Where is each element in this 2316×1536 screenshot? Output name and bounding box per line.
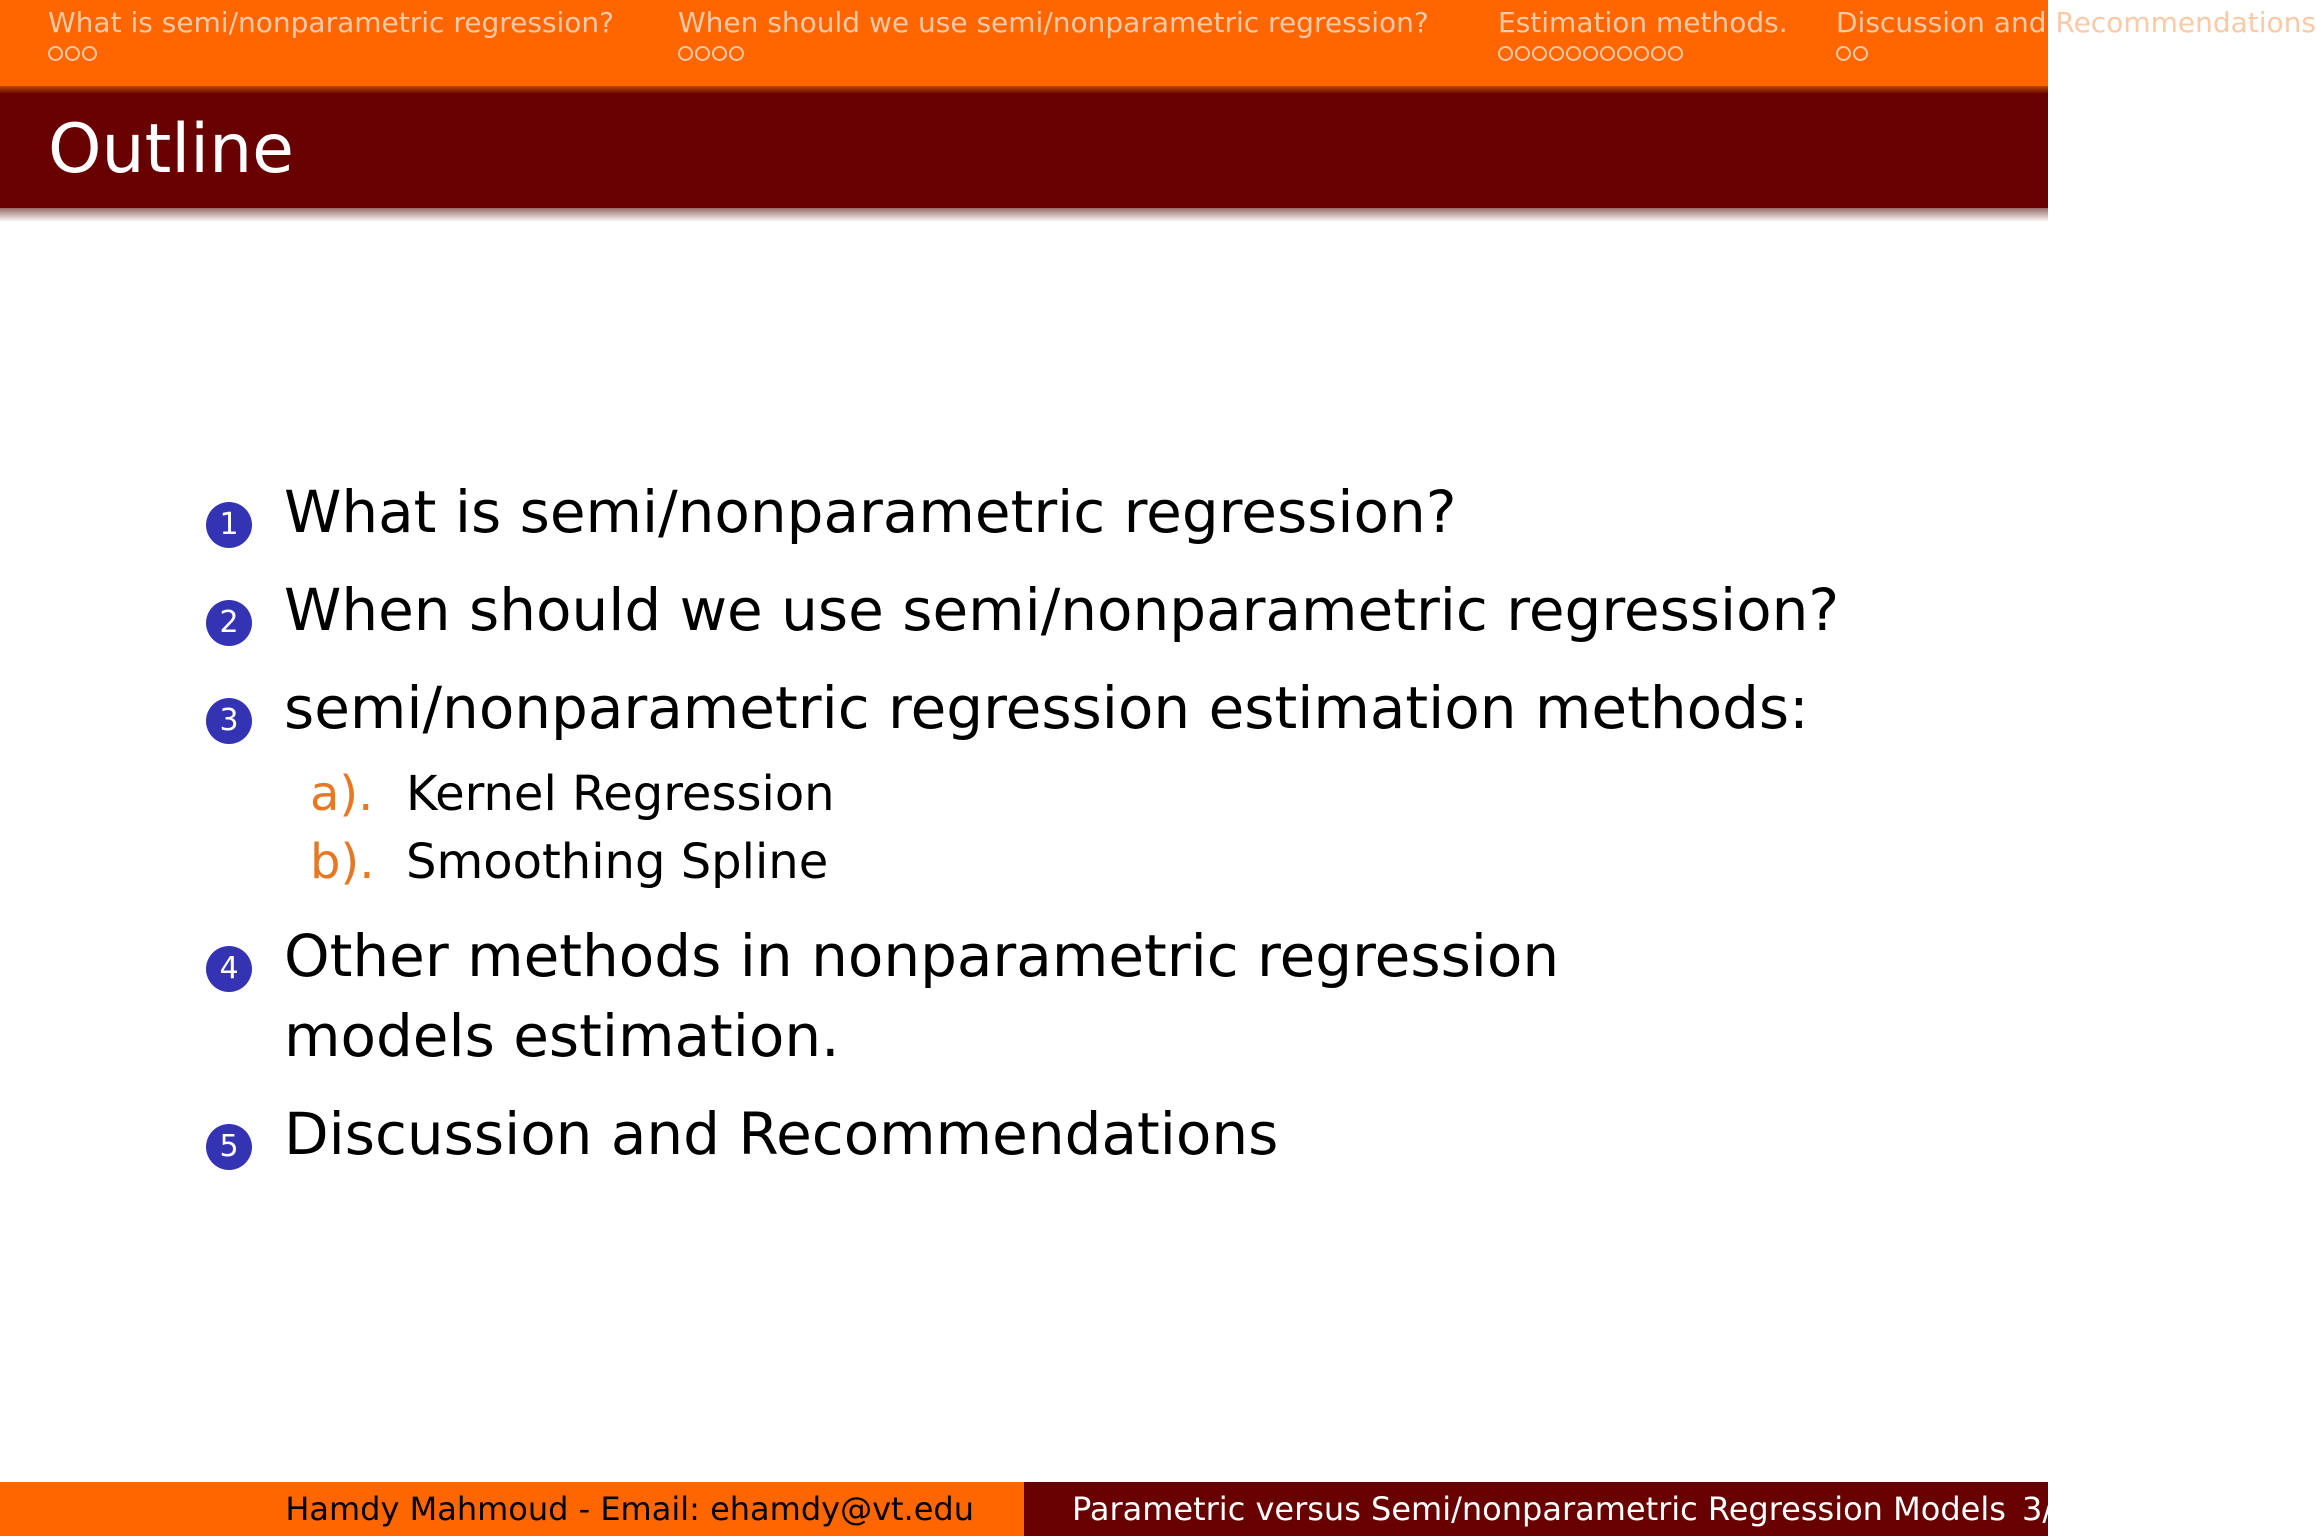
- frame-dot-icon[interactable]: [729, 46, 744, 61]
- outline-item-text: Other methods in nonparametric regression models estimation.: [284, 922, 1560, 1070]
- frame-dot-icon[interactable]: [1583, 46, 1598, 61]
- page-title: Outline: [48, 110, 295, 189]
- nav-section-title[interactable]: Discussion and Recommendations: [1836, 6, 2316, 39]
- nav-section-4[interactable]: [1836, 4, 2316, 70]
- frame-title-bar: [0, 94, 2048, 208]
- nav-section-title[interactable]: What is semi/nonparametric regression?: [48, 6, 615, 39]
- outline-subitem-b: [310, 828, 1906, 896]
- frame-dot-icon[interactable]: [712, 46, 727, 61]
- frame-dot-icon[interactable]: [1532, 46, 1547, 61]
- frame-dot-icon[interactable]: [1566, 46, 1581, 61]
- frame-dot-icon[interactable]: [48, 46, 63, 61]
- outline-item-2: [206, 570, 1906, 650]
- outline-item-1: [206, 472, 1906, 552]
- frame-dot-icon[interactable]: [82, 46, 97, 61]
- nav-section-dots: [1498, 46, 1788, 70]
- footer-page-number: 3/: [2022, 1490, 2054, 1528]
- frame-title-shadow: [0, 208, 2048, 222]
- outline-item-text: When should we use semi/nonparametric regression?: [284, 576, 1840, 644]
- nav-section-dots: [48, 46, 614, 70]
- frame-dot-icon[interactable]: [1836, 46, 1851, 61]
- frame-dot-icon[interactable]: [1600, 46, 1615, 61]
- footer-author: Hamdy Mahmoud - Email: ehamdy@vt.edu: [0, 1482, 1024, 1536]
- nav-section-2[interactable]: [678, 4, 1429, 70]
- outline-item-4: [206, 916, 1906, 1076]
- nav-section-3[interactable]: [1498, 4, 1788, 70]
- frame-dot-icon[interactable]: [1634, 46, 1649, 61]
- frame-dot-icon[interactable]: [1853, 46, 1868, 61]
- frame-dot-icon[interactable]: [1651, 46, 1666, 61]
- footer-title-panel: [1024, 1482, 2054, 1536]
- numbered-bullet-icon: 3: [206, 698, 252, 744]
- outline-subitem-a: [310, 760, 1906, 828]
- subitem-text: Smoothing Spline: [406, 834, 829, 890]
- frame-dot-icon[interactable]: [1549, 46, 1564, 61]
- nav-section-1[interactable]: [48, 4, 614, 70]
- nav-section-title[interactable]: When should we use semi/nonparametric regression?: [678, 6, 1429, 39]
- footer-bar: [0, 1482, 2054, 1536]
- outline-item-text: Discussion and Recommendations: [284, 1100, 1279, 1168]
- outline-item-text: semi/nonparametric regression estimation methods:: [284, 674, 1809, 742]
- numbered-bullet-icon: 1: [206, 502, 252, 548]
- outline-item-text: What is semi/nonparametric regression?: [284, 478, 1457, 546]
- frame-dot-icon[interactable]: [1498, 46, 1513, 61]
- nav-section-title[interactable]: Estimation methods.: [1498, 6, 1788, 39]
- nav-bar-shadow: [0, 86, 2048, 94]
- subitem-label: b).: [310, 834, 375, 890]
- outline-item-3: [206, 668, 1906, 748]
- frame-dot-icon[interactable]: [1668, 46, 1683, 61]
- frame-dot-icon[interactable]: [1617, 46, 1632, 61]
- outline-sublist: [310, 760, 1906, 896]
- numbered-bullet-icon: 5: [206, 1124, 252, 1170]
- numbered-bullet-icon: 4: [206, 946, 252, 992]
- section-navigation-bar: [0, 0, 2316, 86]
- frame-dot-icon[interactable]: [695, 46, 710, 61]
- frame-dot-icon[interactable]: [678, 46, 693, 61]
- nav-section-dots: [1836, 46, 2316, 70]
- numbered-bullet-icon: 2: [206, 600, 252, 646]
- outline-list: [206, 472, 1906, 1192]
- frame-dot-icon[interactable]: [1515, 46, 1530, 61]
- nav-section-dots: [678, 46, 1429, 70]
- footer-presentation-title: Parametric versus Semi/nonparametric Regression Models: [1072, 1490, 2006, 1528]
- subitem-text: Kernel Regression: [406, 766, 835, 822]
- outline-item-5: [206, 1094, 1906, 1174]
- frame-dot-icon[interactable]: [65, 46, 80, 61]
- subitem-label: a).: [310, 766, 374, 822]
